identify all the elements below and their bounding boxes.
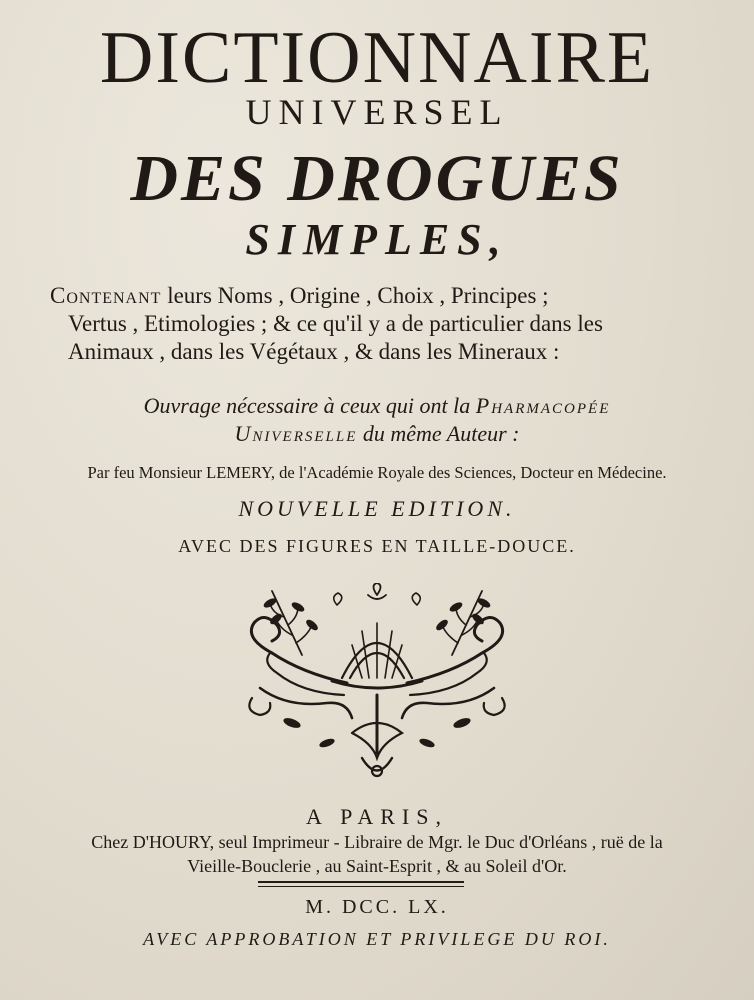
ouvrage-line-1 — [0, 392, 754, 420]
figures-line: AVEC DES FIGURES EN TAILLE-DOUCE. — [178, 536, 576, 556]
description-line-1 — [50, 282, 736, 310]
imprint-city: A PARIS, — [305, 804, 448, 829]
description-line-2: Vertus , Etimologies ; & ce qu'il y a de particulier dans les — [68, 311, 603, 336]
ouvrage-line-2-text: du même Auteur : — [357, 421, 520, 446]
description-block — [50, 282, 736, 366]
title-simples: SIMPLES, — [245, 215, 509, 264]
publication-year: M. DCC. LX. — [305, 896, 449, 918]
description-line-3: Animaux , dans les Végétaux , & dans les Mineraux : — [68, 339, 560, 364]
pharmacopee-word: Pharmacopée — [475, 393, 611, 418]
contenant-word: Contenant — [50, 283, 162, 308]
imprint-line-2: Vieille-Bouclerie , au Saint-Esprit , & au Soleil d'Or. — [187, 856, 567, 876]
ouvrage-line-1-text: Ouvrage nécessaire à ceux qui ont la — [143, 393, 476, 418]
title-universel: UNIVERSEL — [245, 92, 509, 132]
title-des-drogues: DES DROGUES — [130, 142, 624, 215]
ouvrage-block — [0, 392, 754, 448]
universelle-word: Universelle — [234, 421, 358, 446]
imprint-line-1: Chez D'HOURY, seul Imprimeur - Libraire de Mgr. le Duc d'Orléans , ruë de la — [91, 832, 663, 852]
description-line-1-text: leurs Noms , Origine , Choix , Principes ; — [161, 283, 549, 308]
privilege-line: AVEC APPROBATION ET PRIVILEGE DU ROI. — [143, 929, 611, 949]
imprint-block — [40, 830, 714, 878]
ornament-vignette-icon — [232, 583, 522, 783]
author-line: Par feu Monsieur LEMERY, de l'Académie Royale des Sciences, Docteur en Médecine. — [87, 463, 667, 482]
edition-line: NOUVELLE EDITION. — [238, 496, 516, 521]
divider-rule-thick — [258, 881, 464, 883]
divider-rule-thin — [258, 886, 464, 887]
ouvrage-line-2 — [0, 420, 754, 448]
title-dictionnaire: DICTIONNAIRE — [99, 17, 655, 99]
